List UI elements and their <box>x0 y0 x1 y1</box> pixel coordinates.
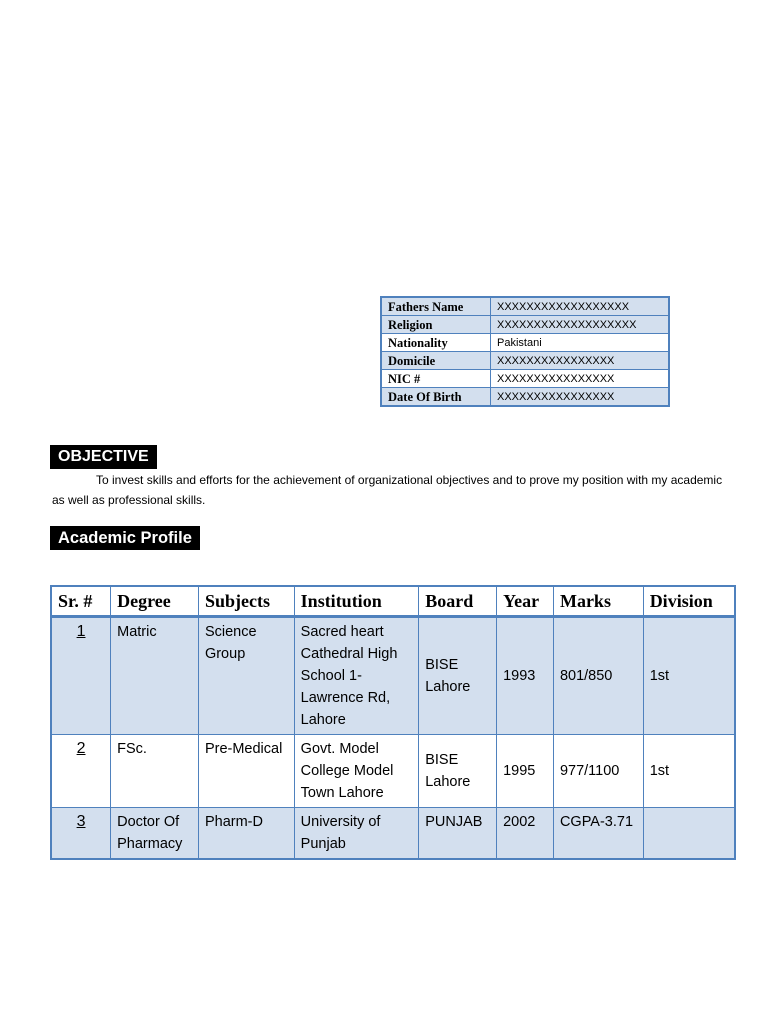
table-row <box>51 735 735 808</box>
cell-marks: 801/850 <box>553 617 643 735</box>
cell-degree: Doctor Of Pharmacy <box>111 808 199 860</box>
academic-table <box>50 585 736 860</box>
objective-heading: OBJECTIVE <box>50 445 157 469</box>
objective-text <box>52 470 728 510</box>
info-row-fathers-name <box>381 297 669 316</box>
cell-year: 1993 <box>497 617 554 735</box>
info-value: XXXXXXXXXXXXXXXX <box>491 388 670 407</box>
col-header-division: Division <box>643 586 735 617</box>
info-label: NIC # <box>381 370 491 388</box>
info-label: Fathers Name <box>381 297 491 316</box>
cell-sr: 1 <box>51 617 111 735</box>
cell-degree: FSc. <box>111 735 199 808</box>
objective-body: To invest skills and efforts for the achievement of organizational objectives and to prove my position with my academic as well as professional skills. <box>52 473 723 507</box>
cell-sr: 2 <box>51 735 111 808</box>
info-value: XXXXXXXXXXXXXXXX <box>491 370 670 388</box>
cell-marks: CGPA-3.71 <box>553 808 643 860</box>
info-value: Pakistani <box>491 334 670 352</box>
cell-marks: 977/1100 <box>553 735 643 808</box>
cell-institution: University of Punjab <box>294 808 419 860</box>
cell-board: BISE Lahore <box>419 617 497 735</box>
info-row-religion <box>381 316 669 334</box>
info-row-domicile <box>381 352 669 370</box>
table-row <box>51 808 735 860</box>
info-row-date-of-birth <box>381 388 669 407</box>
cell-institution: Govt. Model College Model Town Lahore <box>294 735 419 808</box>
cell-degree: Matric <box>111 617 199 735</box>
cell-division: 1st <box>643 735 735 808</box>
col-header-sr: Sr. # <box>51 586 111 617</box>
info-label: Domicile <box>381 352 491 370</box>
col-header-marks: Marks <box>553 586 643 617</box>
cell-subjects: Pre-Medical <box>198 735 294 808</box>
cell-subjects: Pharm-D <box>198 808 294 860</box>
col-header-year: Year <box>497 586 554 617</box>
col-header-subjects: Subjects <box>198 586 294 617</box>
info-row-nationality <box>381 334 669 352</box>
table-row <box>51 617 735 735</box>
info-label: Date Of Birth <box>381 388 491 407</box>
info-value: XXXXXXXXXXXXXXXXXXX <box>491 316 670 334</box>
cell-division <box>643 808 735 860</box>
col-header-board: Board <box>419 586 497 617</box>
col-header-institution: Institution <box>294 586 419 617</box>
cell-sr: 3 <box>51 808 111 860</box>
cell-subjects: Science Group <box>198 617 294 735</box>
info-label: Nationality <box>381 334 491 352</box>
personal-info-table <box>380 296 670 407</box>
cell-institution: Sacred heart Cathedral High School 1-Lawrence Rd, Lahore <box>294 617 419 735</box>
table-header-row <box>51 586 735 617</box>
cell-board: BISE Lahore <box>419 735 497 808</box>
info-label: Religion <box>381 316 491 334</box>
info-value: XXXXXXXXXXXXXXXXXX <box>491 297 670 316</box>
col-header-degree: Degree <box>111 586 199 617</box>
cell-board: PUNJAB <box>419 808 497 860</box>
cell-division: 1st <box>643 617 735 735</box>
info-row-nic <box>381 370 669 388</box>
cell-year: 2002 <box>497 808 554 860</box>
cell-year: 1995 <box>497 735 554 808</box>
academic-heading-text: Academic Profile <box>58 529 192 547</box>
info-value: XXXXXXXXXXXXXXXX <box>491 352 670 370</box>
academic-profile-heading <box>50 526 200 550</box>
